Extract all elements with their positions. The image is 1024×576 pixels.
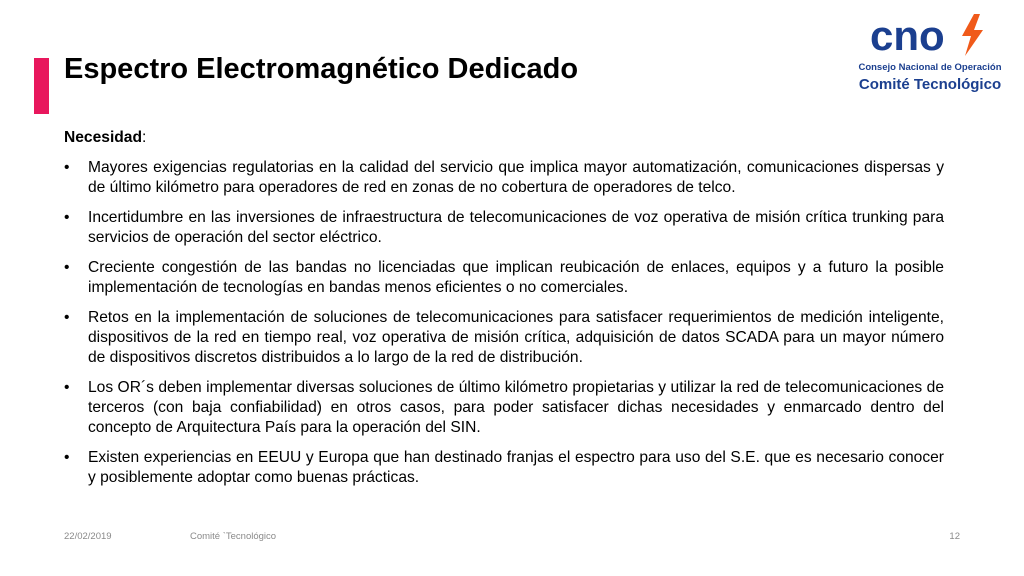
bullet-dot: • [64, 159, 70, 176]
cno-logo-mark [870, 12, 990, 58]
bullet-dot: • [64, 309, 70, 326]
cno-logo [846, 4, 1014, 92]
bullet-item [64, 258, 944, 298]
slide-title: Espectro Electromagnético Dedicado [64, 53, 579, 85]
footer-committee: Comité `Tecnológico [190, 531, 277, 542]
footer-date: 22/02/2019 [64, 531, 112, 542]
section-label-text: Necesidad [64, 129, 143, 146]
bullet-dot: • [64, 209, 70, 226]
bullet-item [64, 208, 944, 248]
bullet-text: Existen experiencias en EEUU y Europa que han destinado franjas el espectro para uso del S.E. que es necesario conocer y posiblemente adoptar como buenas prácticas. [88, 449, 944, 486]
bullet-item [64, 378, 944, 438]
section-label [64, 128, 944, 148]
title-accent-bar [34, 58, 49, 114]
lightning-bolt-icon [962, 14, 983, 56]
section-label-colon: : [142, 129, 147, 146]
slide-content [64, 128, 944, 498]
bullet-item [64, 158, 944, 198]
bullet-text: Incertidumbre en las inversiones de infraestructura de telecomunicaciones de voz operativa de misión crítica trunking para servicios de operación del sector eléctrico. [88, 209, 944, 246]
logo-organization: Consejo Nacional de Operación [858, 62, 1002, 73]
bullet-dot: • [64, 379, 70, 396]
bullet-text: Mayores exigencias regulatorias en la calidad del servicio que implica mayor automatización, comunicaciones dispersas y de último kilómetro para operadores de red en zonas de no cobertura de operadores de telco. [88, 159, 944, 196]
bullet-text: Creciente congestión de las bandas no licenciadas que implican reubicación de enlaces, equipos y a futuro la posible implementación de tecnologías en bandas menos eficientes o no comerciales. [88, 259, 944, 296]
bullet-list [64, 158, 944, 488]
bullet-dot: • [64, 449, 70, 466]
bullet-text: Los OR´s deben implementar diversas soluciones de último kilómetro propietarias y utilizar la red de telecomunicaciones de terceros (con baja confiabilidad) en otros casos, para poder satisfacer dichas necesidades y enmarcado dentro del concepto de Arquitectura País para la operación del SIN. [88, 379, 944, 436]
bullet-text: Retos en la implementación de soluciones de telecomunicaciones para satisfacer requerimientos de medición inteligente, dispositivos de la red en tiempo real, voz operativa de misión crítica, adquisición de datos SCADA para un mayor número de dispositivos discretos distribuidos a lo largo de la red de distribución. [88, 309, 944, 366]
bullet-item [64, 448, 944, 488]
footer-page-number: 12 [949, 531, 960, 542]
bullet-item [64, 308, 944, 368]
bullet-dot: • [64, 259, 70, 276]
logo-committee: Comité Tecnológico [858, 76, 1002, 93]
logo-brand-text: cno [870, 12, 945, 58]
